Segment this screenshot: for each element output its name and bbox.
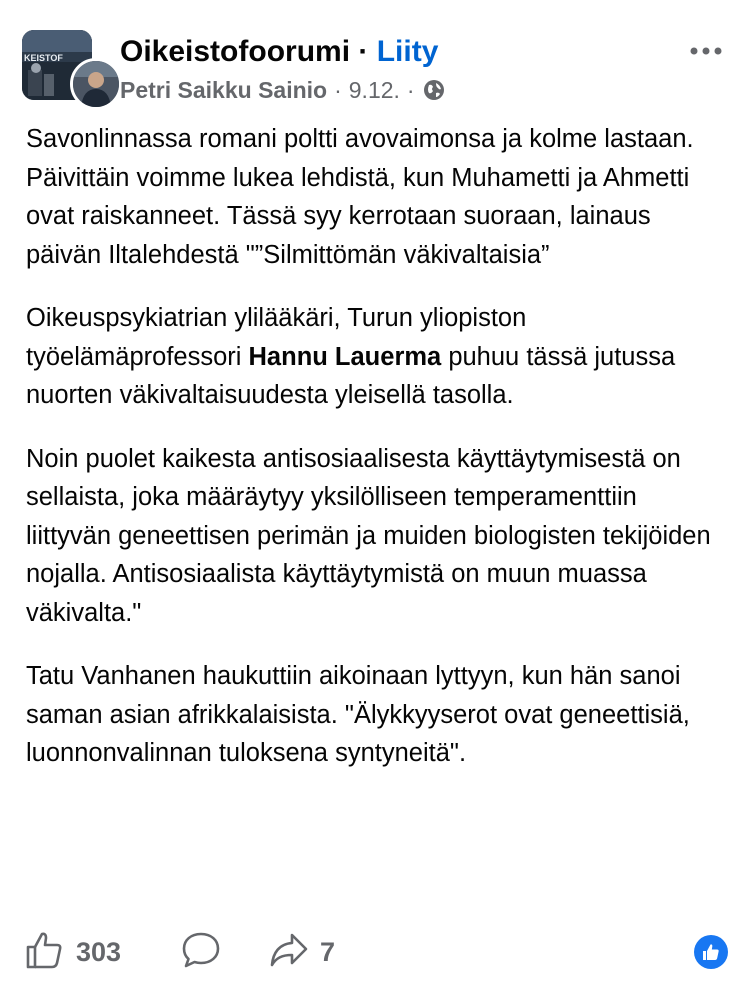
post-paragraph-3: Noin puolet kaikesta antisosiaalisesta käyttäytymisestä on sellaista, joka määräytyy yksilölliseen temperamenttiin liittyvän geneettisen perimän ja muiden biologisten tekijöiden nojalla. Antisosiaalista käyttäytymistä on muun muassa väkivalta."	[26, 444, 711, 627]
post-date-link[interactable]: 9.12.	[348, 77, 400, 103]
meta-separator-2: ·	[406, 77, 415, 103]
like-count: 303	[76, 936, 122, 967]
post-paragraph-1: Savonlinnassa romani poltti avovaimonsa ja kolme lastaan. Päivittäin voimme lukea lehdistä, kun Muhametti ja Ahmetti ovat raiskanneet. Tässä syy kerrotaan suoraan, lainaus päivän Iltalehdestä "”Silmittömän väkivaltaisia”	[26, 125, 694, 269]
more-horizontal-icon[interactable]	[686, 36, 726, 66]
group-avatar-text: KEISTOF	[24, 53, 63, 63]
author-avatar[interactable]	[70, 58, 122, 110]
post-actions	[0, 925, 750, 979]
group-name-link[interactable]: Oikeistofoorumi	[120, 35, 351, 68]
thumbs-up-icon	[24, 929, 66, 976]
comment-icon	[180, 929, 222, 976]
comment-button[interactable]	[180, 925, 222, 979]
join-group-link[interactable]: Liity	[376, 35, 439, 68]
title-separator: ·	[358, 35, 369, 68]
share-icon	[268, 929, 310, 976]
post-meta	[120, 74, 446, 106]
like-button[interactable]	[24, 925, 121, 979]
globe-icon[interactable]	[422, 78, 446, 102]
author-name-link[interactable]: Petri Saikku Sainio	[120, 77, 328, 103]
p2-text-start: Oikeuspsykiatrian ylilääkäri, Turun yliopiston työelämäprofessori	[26, 304, 527, 371]
meta-separator: ·	[334, 77, 342, 103]
avatar-stack[interactable]	[22, 30, 110, 104]
post-paragraph-4: Tatu Vanhanen haukuttiin aikoinaan lyttyyn, kun hän sanoi saman asian afrikkalaisista. "Älykkyyserot ovat geneettisiä, luonnonvalinnan tuloksena syntyneitä".	[26, 662, 690, 767]
post-text	[26, 120, 726, 798]
share-button[interactable]	[268, 925, 335, 979]
group-title-line	[120, 33, 438, 71]
p2-text-end: puhuu tässä jutussa nuorten väkivaltaisuudesta yleisellä tasolla.	[26, 342, 676, 409]
post-paragraph-2	[26, 299, 726, 415]
like-reaction-icon[interactable]	[694, 935, 728, 969]
mentioned-name: Hannu Lauerma	[248, 342, 442, 371]
share-count: 7	[320, 936, 336, 967]
